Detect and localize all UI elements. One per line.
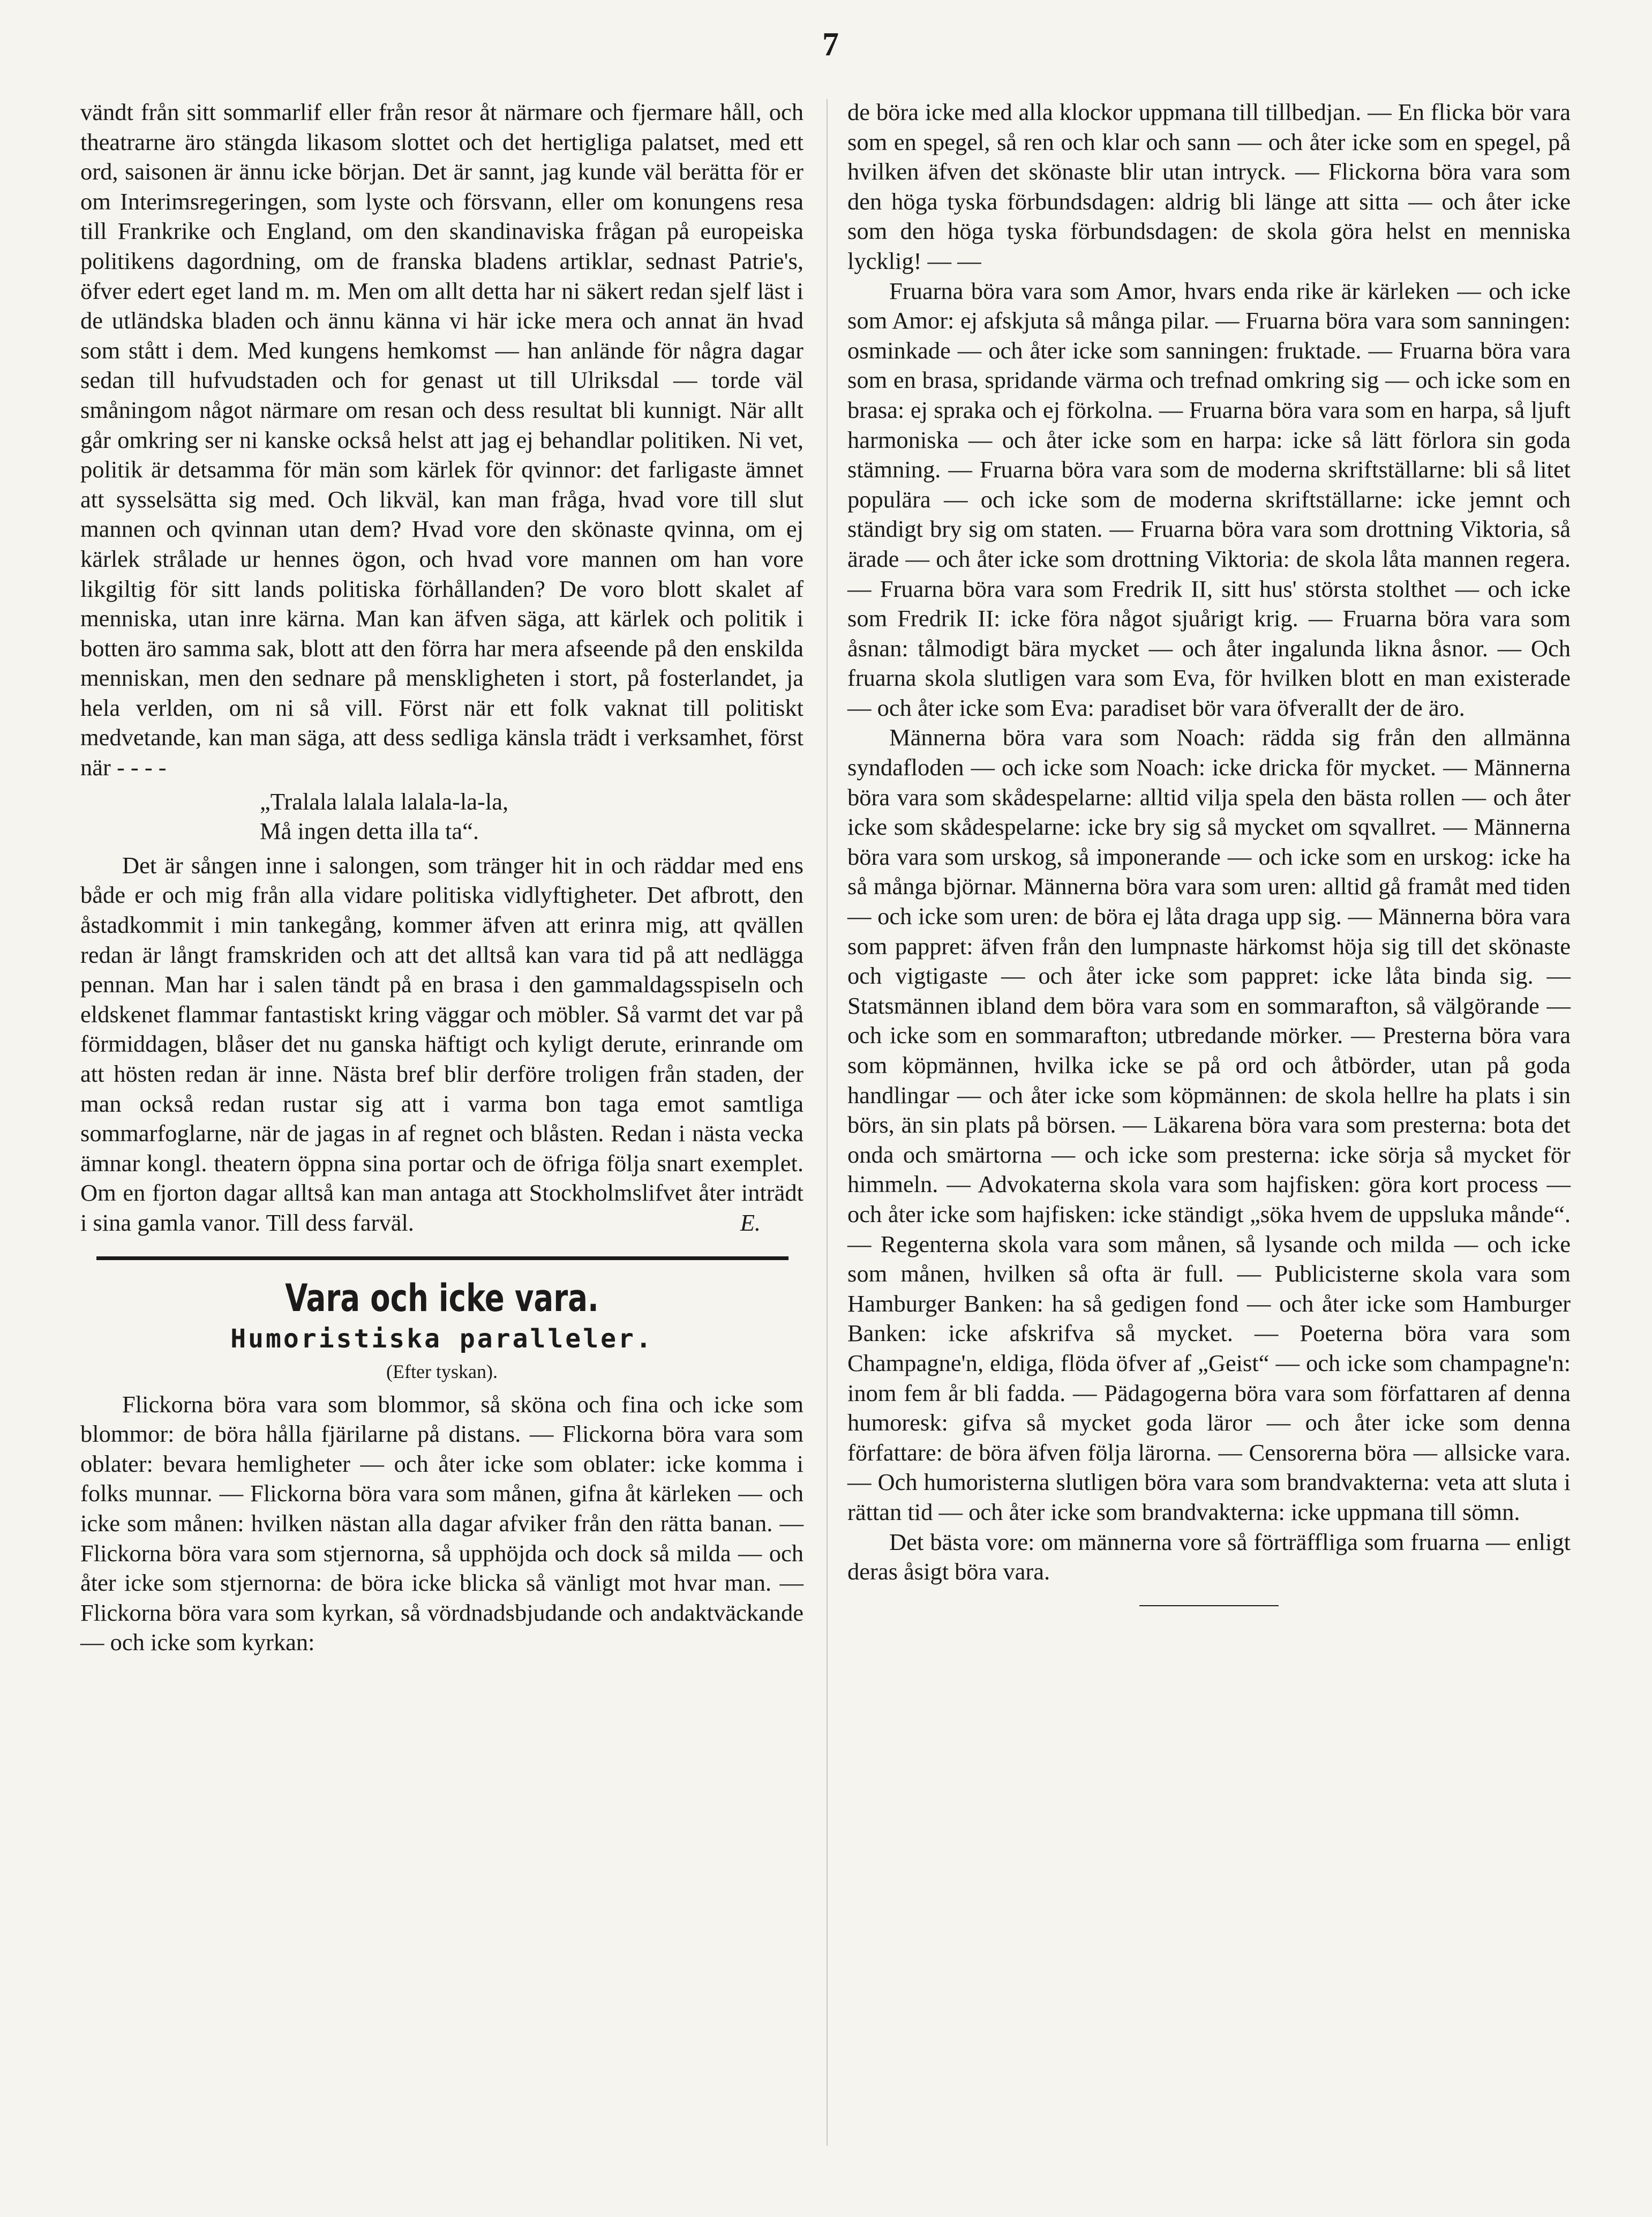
signature: E. — [740, 1209, 761, 1236]
left-column — [80, 98, 804, 1658]
article-paragraph: de böra icke med alla klockor uppmana till tillbedjan. — En flicka bör vara som en spegel, så ren och klar och sann — och åter icke som en spegel, på hvilken äfven det skönaste blir utan intryck. — Flickorna böra vara som den höga tyska förbundsdagen: aldrig bli länge att sitta — och åter icke som den höga tyska förbundsdagen: de skola göra helst en menniska lycklig! — — — [847, 99, 1571, 274]
right-column — [847, 98, 1571, 1606]
article-subtitle: Humoristiska paralleler. — [230, 1323, 654, 1354]
letter-closing-text: Det är sången inne i salongen, som tränger hit in och räddar med ens både er och mig från alla vidare politiska vidlyftigheter. Det afbrott, den åstadkommit i min tankegång, kommer äfven att erinra mig, att qvällen redan är långt framskriden och att det alltså kan vara tid på att nedlägga pennan. Man har i salen tändt på en brasa i den gammaldagsspiseln och eldskenet flammar fantastiskt kring väggar och möbler. Så varmt det var på förmiddagen, blåser det nu ganska häftigt och kyligt derute, erinrande om att hösten redan är inne. Nästa bref blir derföre troligen från staden, der man också redan rustar sig att i varma bon taga emot samtliga sommarfoglarne, när de jagas in af regnet och blåsten. Redan i nästa vecka ämnar kongl. theatern öppna sina portar och de öfriga följa snart exemplet. Om en fjorton dagar alltså kan man antaga att Stockholmslifvet åter inträdt i sina gamla vanor. Till dess farväl. — [80, 851, 804, 1236]
letter-paragraph — [80, 851, 804, 1238]
article-paragraph: Männerna böra vara som Noach: rädda sig från den allmänna syndafloden — och icke som Noach: icke dricka för mycket. — Männerna böra vara som skådespelarne: alltid vilja spela den bästa rollen — och åter icke som skådespelarne: icke bry sig så mycket om sqvallret. — Männerna böra vara som urskog, så imponerande — och icke som en urskog: icke ha så många björnar. Männerna böra vara som uren: alltid gå framåt med tiden — och icke som uren: de böra ej låta draga upp sig. — Männerna böra vara som pappret: äfven från den lumpnaste härkomst höja sig till det skönaste och vigtigaste — och åter icke som pappret: icke låta binda sig. — Statsmännen ibland dem böra vara som en sommarafton, så välgörande — och icke som en sommarafton; utbredande mörker. — Presterna böra vara som köpmännen, hvilka icke se på ord och åtbörder, utan på goda handlingar — och åter icke som köpmännen: de skola hellre ha plats i sin börs, än sin plats på börsen. — Läkarena böra vara som presterna: bota det onda och smärtorna — och icke som presterna: icke sörja så mycket för himmeln. — Advokaterna skola vara som hajfisken: göra kort process — och åter icke som hajfisken: icke ständigt „söka hvem de uppsluka månde“. — Regenterna skola vara som månen, så lysande och milda — och icke som månen, hvilken så ofta är full. — Publicisterne skola vara som Hamburger Banken: ha så gedigen fond — och åter icke som Hamburger Banken: icke afskrifva så mycket. — Poeterna böra vara som Champagne'n, eldiga, flöda öfver af „Geist“ — och icke som champagne'n: inom fem år bli fadda. — Pädagogerna böra vara som författaren af denna humoresk: gifva så mycket goda läror — och åter icke som denna författare: de böra äfven följa lärorna. — Censorerna böra — allsicke vara. — Och humoristerna slutligen böra vara som brandvakterna: veta att sluta i rättan tid — och åter icke som brandvakterna: icke uppmana till sömn. — [847, 724, 1571, 1525]
letter-paragraph: vändt från sitt sommarlif eller från resor åt närmare och fjermare håll, och theatrarne äro stängda likasom slottet och det hertigliga palatset, med ett ord, saisonen är ännu icke början. Det är sannt, jag kunde väl berätta för er om Interimsregeringen, som lyste och försvann, eller om konungens resa till Frankrike och England, om den skandinaviska frågan på europeiska politikens dagordning, om de franska bladens artiklar, sednast Patrie's, öfver edert eget land m. m. Men om allt detta har ni säkert redan sjelf läst i de utländska bladen och ännu känna vi här icke mera och annat än hvad som stått i dem. Med kungens hemkomst — han anlände för några dagar sedan till hufvudstaden och for genast ut till Ulriksdal — torde väl småningom något närmare om resan och dess resultat bli kunnigt. När allt går omkring ser ni kanske också helst att jag ej behandlar politiken. Ni vet, politik är detsamma för män som kärlek för qvinnor: det farligaste ämnet att sysselsätta sig med. Och likväl, kan man fråga, hvad vore till slut mannen och qvinnan utan dem? Hvad vore den skönaste qvinna, om ej kärlek strålade ur hennes ögon, och hvad vore mannen om han vore likgiltig för sitt lands politiska förhållanden? De voro blott skalet af menniska, utan inre kärna. Man kan äfven säga, att kärlek och politik i botten äro samma sak, blott att den förra har mera afseende på den enskilda menniskan, men den sednare på menskligheten i stort, på fosterlandet, ja hela verlden, om ni så vill. Först när ett folk vaknat till politiskt medvetande, kan man säga, att dess sedliga känsla trädt i verksamhet, först när - - - - — [80, 99, 804, 781]
article-paragraph: Fruarna böra vara som Amor, hvars enda rike är kärleken — och icke som Amor: ej afskjuta så många pilar. — Fruarna böra vara som sanningen: osminkade — och åter icke som sanningen: fruktade. — Fruarna böra vara som en brasa, spridande värma och trefnad omkring sig — och icke som en brasa: ej spraka och ej förkolna. — Fruarna böra vara som en harpa, så ljuft harmoniska — och åter icke som en harpa: icke så lätt förlora sin goda stämning. — Fruarna böra vara som de moderna skriftställarne: bli så litet populära — och icke som de moderna skriftställarne: icke jemnt och ständigt bry sig om staten. — Fruarna böra vara som drottning Viktoria, så ärade — och åter icke som drottning Viktoria: de skola låta mannen regera. — Fruarna böra vara som Fredrik II, sitt hus' största stolthet — och icke som Fredrik II: icke föra något sjuårigt krig. — Fruarna böra vara som åsnan: tålmodigt bära mycket — och åter ingalunda likna åsnor. — Och fruarna skola slutligen vara som Eva, för hvilken blott en man existerade — och åter icke som Eva: paradiset bör vara öfverallt der de äro. — [847, 277, 1571, 721]
article-title: Vara och icke vara. — [285, 1276, 599, 1320]
page-number: 7 — [822, 26, 839, 63]
section-divider — [96, 1256, 789, 1260]
article-source: (Efter tyskan). — [386, 1360, 498, 1382]
article-closing: Det bästa vore: om männerna vore så förträffliga som fruarna — enligt deras åsigt böra vara. — [847, 1528, 1571, 1585]
article-paragraph: Flickorna böra vara som blommor, så sköna och fina och icke som blommor: de böra hålla fjärilarne på distans. — Flickorna böra vara som oblater: bevara hemligheter — och åter icke som oblater: icke komma i folks munnar. — Flickorna böra vara som månen, gifna åt kärleken — och icke som månen: hvilken nästan alla dagar afviker från den rätta banan. — Flickorna böra vara som stjernorna, så upphöjda och dock så milda — och åter icke som stjernorna: de böra icke blicka så vänligt mot hvar man. — Flickorna böra vara som kyrkan, så vördnadsbjudande och andaktväckande — och icke som kyrkan: — [80, 1390, 804, 1656]
verse-line: „Tralala lalala lalala-la-la, — [260, 788, 509, 815]
column-divider — [827, 99, 828, 2146]
end-rule — [1139, 1605, 1279, 1606]
verse-line: Må ingen detta illa ta“. — [260, 818, 479, 845]
